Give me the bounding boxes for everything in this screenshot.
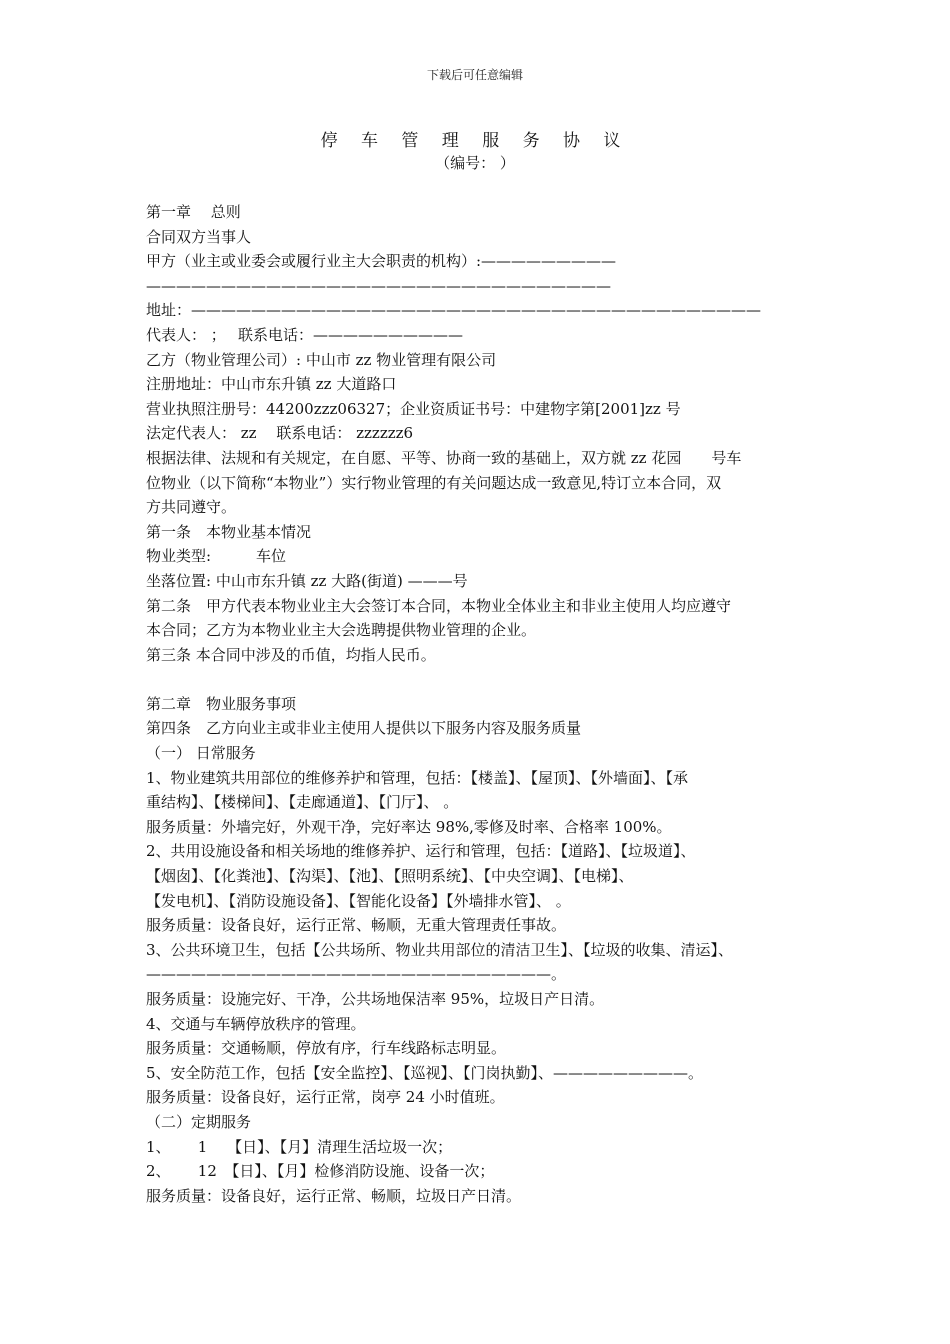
section-heading: （二）定期服务 bbox=[146, 1112, 252, 1131]
service-quality-line: 服务质量：设备良好，运行正常，岗亭 24 小时值班。 bbox=[146, 1088, 505, 1107]
document-number: （编号： ） bbox=[435, 154, 515, 172]
blank-fill-line: ——————————————————————————————— bbox=[146, 276, 611, 295]
address-line: 地址：—————————————————————————————————————— bbox=[146, 301, 762, 320]
registered-address-line: 注册地址：中山市东升镇 zz 大道路口 bbox=[146, 375, 397, 394]
paragraph-line: 位物业（以下简称“本物业”）实行物业管理的有关问题达成一致意见,特订立本合同，双 bbox=[146, 473, 722, 492]
chapter-heading: 第二章 物业服务事项 bbox=[146, 694, 297, 713]
paragraph-line: 【烟囱】、【化粪池】、【沟渠】、【池】、【照明系统】、【中央空调】、【电梯】、 bbox=[146, 867, 634, 886]
representative-line: 代表人： ； 联系电话：—————————— bbox=[146, 325, 464, 344]
license-line: 营业执照注册号：44200zzz06327；企业资质证书号：中建物字第[2001]zz 号 bbox=[146, 399, 681, 418]
party-b-line: 乙方（物业管理公司）: 中山市 zz 物业管理有限公司 bbox=[146, 350, 497, 369]
paragraph-line: 重结构】、【楼梯间】、【走廊通道】、【门厅】、 。 bbox=[146, 793, 459, 812]
article-heading: 第四条 乙方向业主或非业主使用人提供以下服务内容及服务质量 bbox=[146, 719, 582, 738]
article-heading: 第一条 本物业基本情况 bbox=[146, 522, 312, 541]
service-quality-line: 服务质量：外墙完好，外观干净，完好率达 98%,零修及时率、合格率 100%。 bbox=[146, 817, 672, 836]
service-quality-line: 服务质量：设备良好，运行正常、畅顺，垃圾日产日清。 bbox=[146, 1186, 522, 1205]
paragraph-line: 1、物业建筑共用部位的维修养护和管理，包括：【楼盖】、【屋顶】、【外墙面】、【承 bbox=[146, 768, 689, 787]
paragraph-line: 2、共用设施设备和相关场地的维修养护、运行和管理，包括：【道路】、【垃圾道】、 bbox=[146, 842, 696, 861]
paragraph-line: 5、安全防范工作，包括【安全监控】、【巡视】、【门岗执勤】、—————————。 bbox=[146, 1063, 704, 1082]
paragraph-line: 1、 1 【日】、【月】清理生活垃圾一次； bbox=[146, 1137, 453, 1156]
paragraph-line: 2、 12 【日】、【月】检修消防设施、设备一次； bbox=[146, 1162, 495, 1181]
paragraph-line: 根据法律、法规和有关规定，在自愿、平等、协商一致的基础上，双方就 zz 花园 号车 bbox=[146, 448, 742, 467]
paragraph-line: 【发电机】、【消防设施设备】、【智能化设备】【外墙排水管】、 。 bbox=[146, 891, 571, 910]
chapter-heading: 第一章 总则 bbox=[146, 203, 241, 221]
paragraph-line: 坐落位置: 中山市东升镇 zz 大路(街道) ———号 bbox=[146, 571, 468, 590]
paragraph-line: 合同双方当事人 bbox=[146, 227, 252, 246]
page-header-note: 下载后可任意编辑 bbox=[426, 68, 523, 82]
service-quality-line: 服务质量：交通畅顺，停放有序，行车线路标志明显。 bbox=[146, 1039, 507, 1058]
document-body bbox=[146, 200, 814, 1208]
section-heading: （一） 日常服务 bbox=[146, 744, 256, 763]
service-quality-line: 服务质量：设备良好，运行正常、畅顺，无重大管理责任事故。 bbox=[146, 916, 567, 935]
article-heading: 第三条 本合同中涉及的币值，均指人民币。 bbox=[146, 645, 436, 664]
party-a-line: 甲方（业主或业委会或履行业主大会职责的机构）:————————— bbox=[146, 252, 617, 271]
article-heading: 第二条 甲方代表本物业业主大会签订本合同，本物业全体业主和非业主使用人均应遵守 bbox=[146, 596, 732, 615]
paragraph-line: 4、交通与车辆停放秩序的管理。 bbox=[146, 1014, 366, 1033]
blank-fill-line: ———————————————————————————。 bbox=[146, 965, 567, 984]
paragraph-line: 物业类型: 车位 bbox=[146, 547, 287, 566]
paragraph-line: 3、公共环境卫生，包括【公共场所、物业共用部位的清洁卫生】、【垃圾的收集、清运】、 bbox=[146, 940, 734, 959]
legal-rep-line: 法定代表人： zz 联系电话： zzzzzz6 bbox=[146, 424, 414, 443]
blank-line bbox=[146, 667, 814, 692]
paragraph-line: 方共同遵守。 bbox=[146, 498, 237, 517]
service-quality-line: 服务质量：设施完好、干净，公共场地保洁率 95%，垃圾日产日清。 bbox=[146, 990, 605, 1008]
paragraph-line: 本合同；乙方为本物业业主大会选聘提供物业管理的企业。 bbox=[146, 621, 537, 640]
document-title: 停 车 管 理 服 务 协 议 bbox=[320, 131, 630, 151]
